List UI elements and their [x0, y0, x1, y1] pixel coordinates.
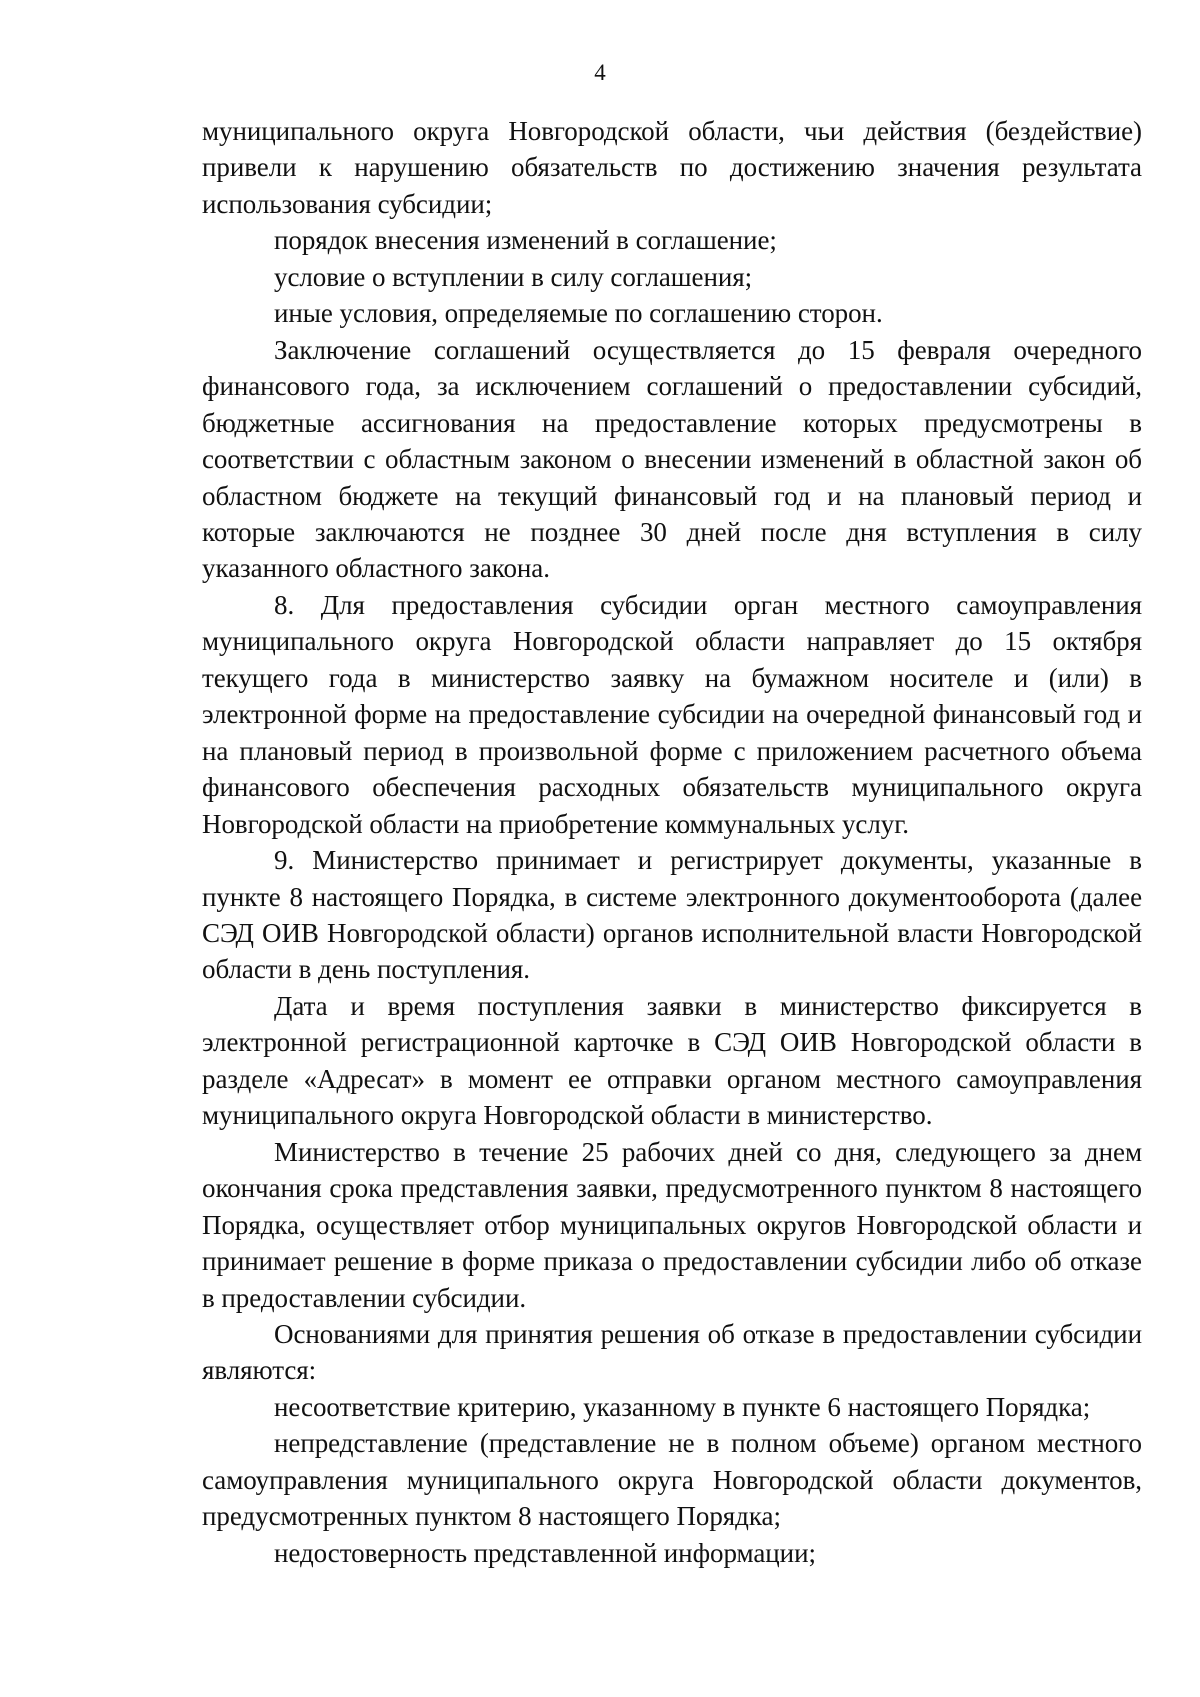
- paragraph-list-item: иные условия, определяемые по соглашению сторон.: [274, 298, 883, 329]
- document-body: [202, 113, 1142, 1571]
- paragraph-selection-decision: Министерство в течение 25 рабочих дней со дня, следующего за днем окончания срока представления заявки, предусмотренного пунктом 8 настоящего Порядка, осуществляет отбор муниципальных округов Новгородской области и принимает решение в форме приказа о предоставлении субсидии либо об отказе в предоставлении субсидии.: [202, 1136, 1142, 1313]
- paragraph-list-item: непредставление (представление не в полном объеме) органом местного самоуправления муниципального округа Новгородской области документов, предусмотренных пунктом 8 настоящего Порядка;: [202, 1428, 1142, 1532]
- paragraph-list-item: условие о вступлении в силу соглашения;: [274, 261, 753, 292]
- paragraph-item-9: 9. Министерство принимает и регистрирует документы, указанные в пункте 8 настоящего Порядка, в системе электронного документооборота (далее СЭД ОИВ Новгородской области) органов исполнительной власти Новгородской области в день поступления.: [202, 845, 1142, 985]
- paragraph-list-item: недостоверность представленной информации;: [274, 1537, 816, 1568]
- paragraph-continuation: муниципального округа Новгородской области, чьи действия (бездействие) привели к нарушению обязательств по достижению значения результата использования субсидии;: [202, 116, 1142, 219]
- paragraph-refusal-grounds: Основаниями для принятия решения об отказе в предоставлении субсидии являются:: [202, 1318, 1142, 1386]
- paragraph-list-item: порядок внесения изменений в соглашение;: [274, 225, 777, 256]
- paragraph-agreement-deadline: Заключение соглашений осуществляется до 15 февраля очередного финансового года, за исключением соглашений о предоставлении субсидий, бюджетные ассигнования на предоставление которых предусмотрены в соответствии с областным законом о внесении изменений в областной закон об областном бюджете на текущий финансовый год и на плановый период и которые заключаются не позднее 30 дней после дня вступления в силу указанного областного закона.: [202, 334, 1142, 584]
- paragraph-list-item: несоответствие критерию, указанному в пункте 6 настоящего Порядка;: [274, 1391, 1091, 1422]
- paragraph-registration-date: Дата и время поступления заявки в министерство фиксируется в электронной регистрационной карточке в СЭД ОИВ Новгородской области в разделе «Адресат» в момент ее отправки органом местного самоуправления муниципального округа Новгородской области в министерство.: [202, 990, 1142, 1131]
- page-number: 4: [594, 60, 606, 85]
- paragraph-item-8: 8. Для предоставления субсидии орган местного самоуправления муниципального округа Новгородской области направляет до 15 октября текущего года в министерство заявку на бумажном носителе и (или) в электронной форме на предоставление субсидии на очередной финансовый год и на плановый период в произвольной форме с приложением расчетного объема финансового обеспечения расходных обязательств муниципального округа Новгородской области на приобретение коммунальных услуг.: [202, 589, 1142, 839]
